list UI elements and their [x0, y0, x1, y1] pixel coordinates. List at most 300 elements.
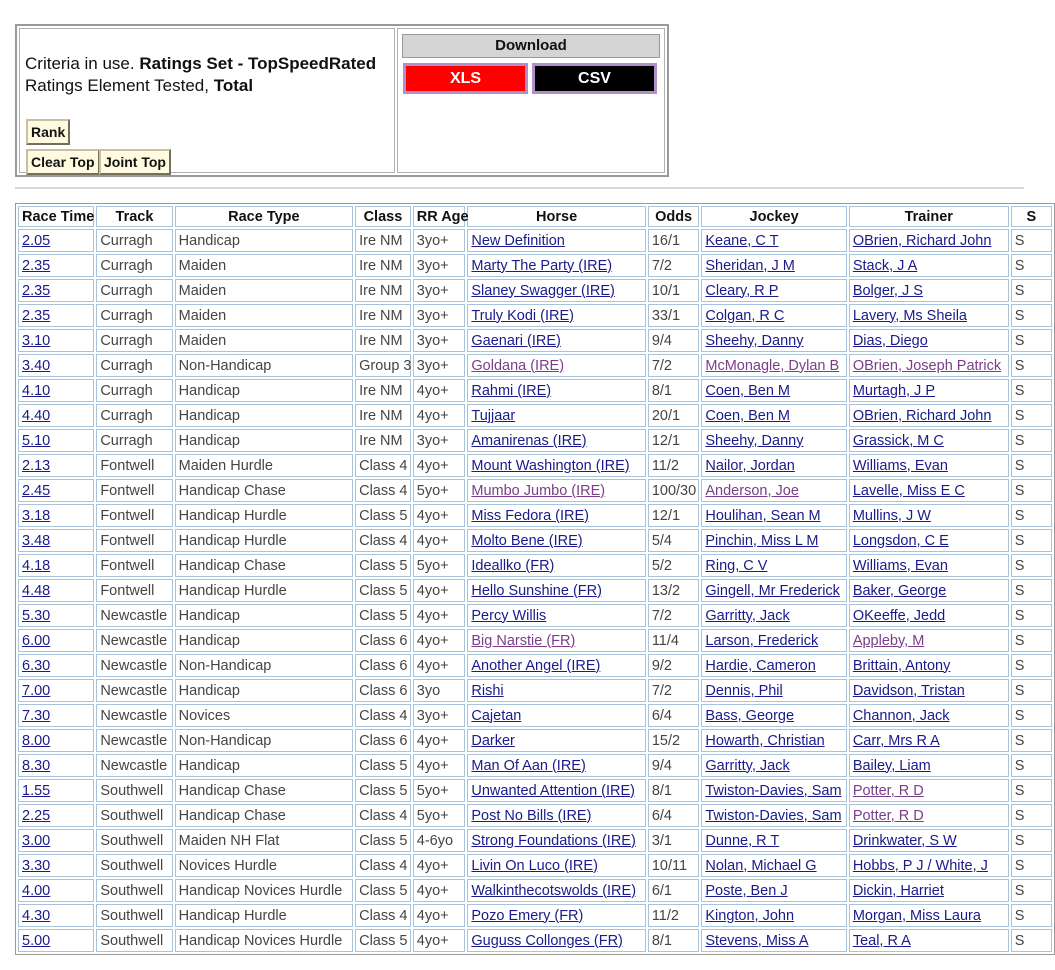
jockey-link[interactable]: Anderson, Joe [705, 482, 799, 499]
jockey-cell [701, 904, 846, 927]
track-cell: Southwell [96, 804, 172, 827]
horse-link[interactable]: Rishi [471, 682, 504, 699]
age-cell: 4yo+ [413, 504, 466, 527]
horse-cell [467, 329, 645, 352]
odds-cell: 5/2 [648, 554, 700, 577]
odds-cell: 9/4 [648, 754, 700, 777]
trainer-link[interactable]: Bailey, Liam [852, 757, 931, 774]
odds-cell: 20/1 [648, 404, 700, 427]
trainer-link[interactable]: Teal, R A [852, 932, 911, 949]
jockey-link[interactable]: Keane, C T [705, 232, 779, 249]
horse-link[interactable]: Amanirenas (IRE) [471, 432, 587, 449]
table-row [18, 604, 1052, 627]
trainer-cell [849, 579, 1009, 602]
extra-cell: S [1011, 629, 1052, 652]
class-cell: Class 5 [355, 579, 411, 602]
extra-cell: S [1011, 404, 1052, 427]
track-cell: Southwell [96, 929, 172, 952]
race-time-link[interactable]: 8.00 [22, 732, 51, 749]
jockey-link[interactable]: Kington, John [705, 907, 795, 924]
race-time-cell [18, 654, 94, 677]
table-row [18, 754, 1052, 777]
trainer-link[interactable]: Longsdon, C E [852, 532, 949, 549]
column-header[interactable]: Odds [648, 206, 700, 227]
jockey-link[interactable]: Coen, Ben M [705, 407, 791, 424]
race-time-cell [18, 454, 94, 477]
jockey-cell [701, 754, 846, 777]
race-time-cell [18, 504, 94, 527]
race-type-cell: Handicap [175, 754, 353, 777]
odds-cell: 13/2 [648, 579, 700, 602]
race-time-link[interactable]: 7.30 [22, 707, 51, 724]
table-row [18, 429, 1052, 452]
class-cell: Class 5 [355, 929, 411, 952]
track-cell: Fontwell [96, 554, 172, 577]
horse-cell [467, 354, 645, 377]
race-time-cell [18, 854, 94, 877]
jockey-cell [701, 429, 846, 452]
horse-link[interactable]: Miss Fedora (IRE) [471, 507, 590, 524]
jockey-cell [701, 454, 846, 477]
jockey-link[interactable]: Houlihan, Sean M [705, 507, 821, 524]
extra-cell: S [1011, 379, 1052, 402]
jockey-cell [701, 729, 846, 752]
track-cell: Curragh [96, 229, 172, 252]
horse-link[interactable]: Percy Willis [471, 607, 547, 624]
race-time-link[interactable]: 2.35 [22, 257, 51, 274]
race-type-cell: Handicap Hurdle [175, 529, 353, 552]
class-cell: Class 6 [355, 654, 411, 677]
table-row [18, 804, 1052, 827]
jockey-cell [701, 854, 846, 877]
table-row [18, 479, 1052, 502]
trainer-link[interactable]: OBrien, Richard John [852, 407, 992, 424]
horse-cell [467, 904, 645, 927]
extra-cell: S [1011, 254, 1052, 277]
table-row [18, 654, 1052, 677]
trainer-link[interactable]: Morgan, Miss Laura [852, 907, 981, 924]
odds-cell: 9/4 [648, 329, 700, 352]
race-type-cell: Non-Handicap [175, 729, 353, 752]
horse-link[interactable]: Unwanted Attention (IRE) [471, 782, 635, 799]
horse-link[interactable]: Walkinthecotswolds (IRE) [471, 882, 637, 899]
race-time-link[interactable]: 3.40 [22, 357, 51, 374]
odds-cell: 11/2 [648, 904, 700, 927]
class-cell: Ire NM [355, 229, 411, 252]
horse-cell [467, 529, 645, 552]
trainer-link[interactable]: Williams, Evan [852, 557, 948, 574]
csv-download-button[interactable]: CSV [532, 63, 657, 94]
horse-link[interactable]: Darker [471, 732, 515, 749]
jockey-link[interactable]: Garritty, Jack [705, 607, 790, 624]
race-type-cell: Handicap Chase [175, 779, 353, 802]
trainer-link[interactable]: Williams, Evan [852, 457, 948, 474]
jockey-cell [701, 304, 846, 327]
class-cell: Class 5 [355, 829, 411, 852]
trainer-link[interactable]: OBrien, Joseph Patrick [852, 357, 1002, 374]
race-time-cell [18, 779, 94, 802]
trainer-link[interactable]: OKeeffe, Jedd [852, 607, 946, 624]
horse-cell [467, 229, 645, 252]
trainer-link[interactable]: Baker, George [852, 582, 947, 599]
age-cell: 3yo+ [413, 229, 466, 252]
race-time-cell [18, 279, 94, 302]
trainer-link[interactable]: Channon, Jack [852, 707, 950, 724]
column-header[interactable]: Trainer [849, 206, 1009, 227]
odds-cell: 11/2 [648, 454, 700, 477]
age-cell: 4yo+ [413, 454, 466, 477]
race-time-cell [18, 754, 94, 777]
trainer-link[interactable]: Hobbs, P J / White, J [852, 857, 988, 874]
race-time-cell [18, 554, 94, 577]
horse-link[interactable]: Marty The Party (IRE) [471, 257, 613, 274]
track-cell: Southwell [96, 879, 172, 902]
extra-cell: S [1011, 829, 1052, 852]
age-cell: 5yo+ [413, 779, 466, 802]
extra-cell: S [1011, 779, 1052, 802]
jockey-link[interactable]: Twiston-Davies, Sam [705, 807, 842, 824]
race-time-link[interactable]: 6.30 [22, 657, 51, 674]
trainer-link[interactable]: Carr, Mrs R A [852, 732, 940, 749]
age-cell: 4yo+ [413, 879, 466, 902]
race-time-link[interactable]: 2.45 [22, 482, 51, 499]
race-time-link[interactable]: 2.35 [22, 282, 51, 299]
trainer-cell [849, 729, 1009, 752]
horse-link[interactable]: Hello Sunshine (FR) [471, 582, 602, 599]
age-cell: 5yo+ [413, 479, 466, 502]
jockey-cell [701, 254, 846, 277]
race-time-link[interactable]: 3.30 [22, 857, 51, 874]
race-time-link[interactable]: 6.00 [22, 632, 51, 649]
trainer-link[interactable]: Stack, J A [852, 257, 918, 274]
race-type-cell: Maiden [175, 279, 353, 302]
class-cell: Class 6 [355, 679, 411, 702]
trainer-cell [849, 829, 1009, 852]
age-cell: 3yo+ [413, 279, 466, 302]
age-cell: 4yo+ [413, 629, 466, 652]
trainer-cell [849, 229, 1009, 252]
divider [15, 187, 1024, 189]
horse-link[interactable]: Mumbo Jumbo (IRE) [471, 482, 606, 499]
jockey-link[interactable]: Coen, Ben M [705, 382, 791, 399]
trainer-link[interactable]: Murtagh, J P [852, 382, 936, 399]
class-cell: Class 5 [355, 754, 411, 777]
jockey-link[interactable]: Ring, C V [705, 557, 768, 574]
race-type-cell: Non-Handicap [175, 354, 353, 377]
table-row [18, 304, 1052, 327]
trainer-link[interactable]: Mullins, J W [852, 507, 931, 524]
trainer-link[interactable]: Drinkwater, S W [852, 832, 957, 849]
column-header[interactable]: Track [96, 206, 172, 227]
trainer-cell [849, 779, 1009, 802]
column-header[interactable]: Race Time [18, 206, 94, 227]
age-cell: 4yo+ [413, 404, 466, 427]
trainer-cell [849, 704, 1009, 727]
horse-cell [467, 679, 645, 702]
race-time-link[interactable]: 8.30 [22, 757, 51, 774]
race-time-cell [18, 904, 94, 927]
class-cell: Class 5 [355, 779, 411, 802]
table-row [18, 929, 1052, 952]
column-header[interactable]: Jockey [701, 206, 846, 227]
horse-link[interactable]: Pozo Emery (FR) [471, 907, 584, 924]
table-row [18, 379, 1052, 402]
horse-link[interactable]: New Definition [471, 232, 565, 249]
trainer-link[interactable]: OBrien, Richard John [852, 232, 992, 249]
jockey-link[interactable]: Hardie, Cameron [705, 657, 816, 674]
jockey-link[interactable]: Sheehy, Danny [705, 432, 804, 449]
extra-cell: S [1011, 454, 1052, 477]
track-cell: Curragh [96, 354, 172, 377]
trainer-cell [849, 254, 1009, 277]
column-header[interactable]: Horse [467, 206, 645, 227]
jockey-link[interactable]: Stevens, Miss A [705, 932, 809, 949]
race-time-link[interactable]: 2.25 [22, 807, 51, 824]
age-cell: 4yo+ [413, 754, 466, 777]
criteria-panel [15, 24, 669, 177]
jockey-link[interactable]: Garritty, Jack [705, 757, 790, 774]
jockey-link[interactable]: Nailor, Jordan [705, 457, 795, 474]
trainer-cell [849, 654, 1009, 677]
horse-cell [467, 879, 645, 902]
extra-cell: S [1011, 304, 1052, 327]
jockey-link[interactable]: Colgan, R C [705, 307, 785, 324]
class-cell: Class 6 [355, 629, 411, 652]
class-cell: Ire NM [355, 279, 411, 302]
table-row [18, 504, 1052, 527]
jockey-cell [701, 354, 846, 377]
race-type-cell: Handicap Novices Hurdle [175, 929, 353, 952]
race-time-cell [18, 929, 94, 952]
joint-top-button[interactable]: Joint Top [99, 149, 171, 175]
extra-cell: S [1011, 879, 1052, 902]
extra-cell: S [1011, 904, 1052, 927]
column-header[interactable]: S [1011, 206, 1052, 227]
trainer-cell [849, 754, 1009, 777]
column-header[interactable]: Race Type [175, 206, 353, 227]
table-row [18, 904, 1052, 927]
track-cell: Curragh [96, 329, 172, 352]
horse-link[interactable]: Strong Foundations (IRE) [471, 832, 636, 849]
horse-cell [467, 654, 645, 677]
table-row [18, 829, 1052, 852]
race-type-cell: Non-Handicap [175, 654, 353, 677]
trainer-cell [849, 679, 1009, 702]
jockey-link[interactable]: Pinchin, Miss L M [705, 532, 819, 549]
horse-link[interactable]: Gaenari (IRE) [471, 332, 561, 349]
race-time-cell [18, 329, 94, 352]
track-cell: Southwell [96, 854, 172, 877]
odds-cell: 7/2 [648, 604, 700, 627]
race-time-cell [18, 679, 94, 702]
race-time-cell [18, 229, 94, 252]
jockey-cell [701, 229, 846, 252]
horse-link[interactable]: Man Of Aan (IRE) [471, 757, 586, 774]
horse-link[interactable]: Guguss Collonges (FR) [471, 932, 623, 949]
trainer-cell [849, 304, 1009, 327]
horse-link[interactable]: Post No Bills (IRE) [471, 807, 592, 824]
race-time-cell [18, 404, 94, 427]
track-cell: Curragh [96, 404, 172, 427]
horse-link[interactable]: Goldana (IRE) [471, 357, 565, 374]
age-cell: 4yo+ [413, 579, 466, 602]
class-cell: Ire NM [355, 254, 411, 277]
race-time-link[interactable]: 7.00 [22, 682, 51, 699]
race-time-link[interactable]: 2.35 [22, 307, 51, 324]
trainer-link[interactable]: Potter, R D [852, 782, 924, 799]
track-cell: Fontwell [96, 454, 172, 477]
track-cell: Newcastle [96, 629, 172, 652]
odds-cell: 8/1 [648, 379, 700, 402]
column-header[interactable]: RR Age [413, 206, 466, 227]
odds-cell: 8/1 [648, 929, 700, 952]
trainer-link[interactable]: Brittain, Antony [852, 657, 951, 674]
table-row [18, 279, 1052, 302]
trainer-link[interactable]: Lavery, Ms Sheila [852, 307, 967, 324]
race-time-link[interactable]: 4.40 [22, 407, 51, 424]
odds-cell: 7/2 [648, 254, 700, 277]
horse-link[interactable]: Truly Kodi (IRE) [471, 307, 574, 324]
odds-cell: 15/2 [648, 729, 700, 752]
trainer-cell [849, 529, 1009, 552]
jockey-link[interactable]: Nolan, Michael G [705, 857, 817, 874]
race-time-link[interactable]: 5.30 [22, 607, 51, 624]
jockey-cell [701, 554, 846, 577]
horse-link[interactable]: Slaney Swagger (IRE) [471, 282, 615, 299]
class-cell: Class 4 [355, 704, 411, 727]
race-time-link[interactable]: 4.10 [22, 382, 51, 399]
horse-link[interactable]: Big Narstie (FR) [471, 632, 576, 649]
jockey-link[interactable]: Dennis, Phil [705, 682, 783, 699]
trainer-link[interactable]: Dickin, Harriet [852, 882, 944, 899]
race-type-cell: Handicap Chase [175, 554, 353, 577]
jockey-link[interactable]: Sheridan, J M [705, 257, 795, 274]
horse-link[interactable]: Another Angel (IRE) [471, 657, 601, 674]
clear-top-button[interactable]: Clear Top [26, 149, 100, 175]
race-time-link[interactable]: 3.18 [22, 507, 51, 524]
trainer-link[interactable]: Lavelle, Miss E C [852, 482, 965, 499]
horse-cell [467, 754, 645, 777]
jockey-link[interactable]: Cleary, R P [705, 282, 779, 299]
horse-cell [467, 304, 645, 327]
trainer-link[interactable]: Appleby, M [852, 632, 925, 649]
horse-cell [467, 929, 645, 952]
rank-button[interactable]: Rank [26, 119, 70, 145]
jockey-link[interactable]: Poste, Ben J [705, 882, 788, 899]
race-time-link[interactable]: 5.10 [22, 432, 51, 449]
horse-link[interactable]: Molto Bene (IRE) [471, 532, 583, 549]
criteria-text [25, 53, 376, 97]
extra-cell: S [1011, 429, 1052, 452]
race-type-cell: Handicap [175, 379, 353, 402]
trainer-link[interactable]: Grassick, M C [852, 432, 944, 449]
class-cell: Class 4 [355, 529, 411, 552]
trainer-link[interactable]: Bolger, J S [852, 282, 923, 299]
race-time-cell [18, 604, 94, 627]
horse-link[interactable]: Livin On Luco (IRE) [471, 857, 598, 874]
odds-cell: 12/1 [648, 429, 700, 452]
race-time-link[interactable]: 3.10 [22, 332, 51, 349]
xls-download-button[interactable]: XLS [403, 63, 528, 94]
extra-cell: S [1011, 354, 1052, 377]
download-box [397, 28, 665, 173]
trainer-link[interactable]: Davidson, Tristan [852, 682, 965, 699]
table-row [18, 354, 1052, 377]
age-cell: 4yo+ [413, 854, 466, 877]
jockey-link[interactable]: Twiston-Davies, Sam [705, 782, 842, 799]
trainer-link[interactable]: Potter, R D [852, 807, 924, 824]
column-header[interactable]: Class [355, 206, 411, 227]
age-cell: 4yo+ [413, 904, 466, 927]
jockey-link[interactable]: Howarth, Christian [705, 732, 825, 749]
jockey-cell [701, 704, 846, 727]
race-time-cell [18, 879, 94, 902]
jockey-link[interactable]: Gingell, Mr Frederick [705, 582, 840, 599]
odds-cell: 5/4 [648, 529, 700, 552]
table-row [18, 854, 1052, 877]
trainer-link[interactable]: Dias, Diego [852, 332, 928, 349]
jockey-link[interactable]: Sheehy, Danny [705, 332, 804, 349]
race-time-link[interactable]: 3.48 [22, 532, 51, 549]
ratings-element-prefix: Ratings Element Tested, [25, 76, 209, 95]
class-cell: Ire NM [355, 429, 411, 452]
race-time-link[interactable]: 4.00 [22, 882, 51, 899]
track-cell: Curragh [96, 279, 172, 302]
race-time-link[interactable]: 4.30 [22, 907, 51, 924]
table-row [18, 729, 1052, 752]
trainer-cell [849, 554, 1009, 577]
race-time-cell [18, 629, 94, 652]
race-type-cell: Handicap [175, 604, 353, 627]
horse-link[interactable]: Rahmi (IRE) [471, 382, 552, 399]
race-time-link[interactable]: 4.48 [22, 582, 51, 599]
horse-link[interactable]: Ideallko (FR) [471, 557, 555, 574]
jockey-link[interactable]: Larson, Frederick [705, 632, 819, 649]
odds-cell: 100/30 [648, 479, 700, 502]
trainer-cell [849, 904, 1009, 927]
race-time-link[interactable]: 3.00 [22, 832, 51, 849]
class-cell: Group 3 [355, 354, 411, 377]
track-cell: Newcastle [96, 604, 172, 627]
age-cell: 3yo+ [413, 329, 466, 352]
horse-cell [467, 854, 645, 877]
race-time-link[interactable]: 5.00 [22, 932, 51, 949]
race-type-cell: Novices Hurdle [175, 854, 353, 877]
table-row [18, 679, 1052, 702]
track-cell: Fontwell [96, 529, 172, 552]
class-cell: Class 4 [355, 454, 411, 477]
jockey-link[interactable]: Bass, George [705, 707, 795, 724]
race-time-link[interactable]: 2.05 [22, 232, 51, 249]
ratings-set-label: Ratings Set - TopSpeedRated [139, 54, 377, 73]
jockey-link[interactable]: McMonagle, Dylan B [705, 357, 840, 374]
class-cell: Class 5 [355, 554, 411, 577]
age-cell: 5yo+ [413, 554, 466, 577]
horse-link[interactable]: Cajetan [471, 707, 522, 724]
odds-cell: 16/1 [648, 229, 700, 252]
race-time-link[interactable]: 2.13 [22, 457, 51, 474]
odds-cell: 11/4 [648, 629, 700, 652]
race-time-link[interactable]: 1.55 [22, 782, 51, 799]
horse-link[interactable]: Mount Washington (IRE) [471, 457, 630, 474]
race-time-link[interactable]: 4.18 [22, 557, 51, 574]
jockey-cell [701, 579, 846, 602]
race-type-cell: Maiden [175, 254, 353, 277]
race-type-cell: Maiden NH Flat [175, 829, 353, 852]
jockey-link[interactable]: Dunne, R T [705, 832, 780, 849]
track-cell: Southwell [96, 779, 172, 802]
horse-link[interactable]: Tujjaar [471, 407, 516, 424]
